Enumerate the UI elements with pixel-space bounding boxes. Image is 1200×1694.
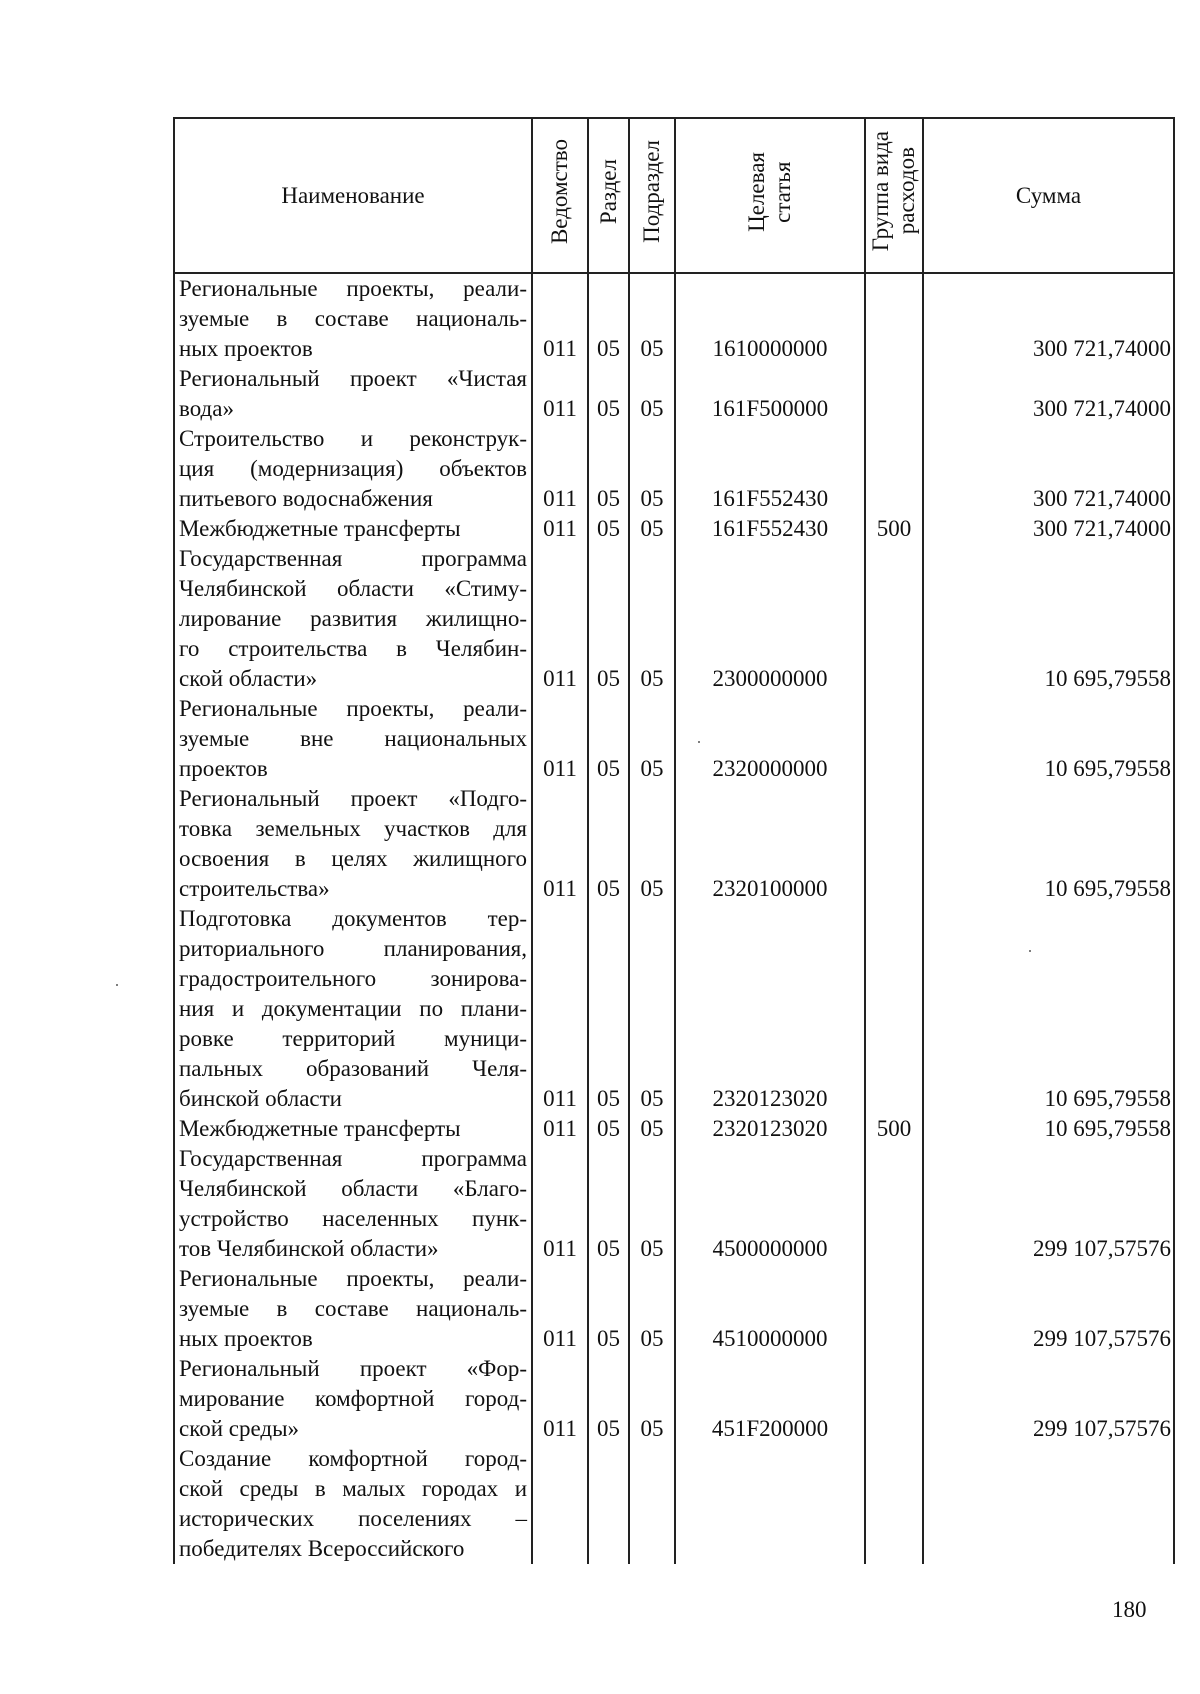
row-name-line: Челябинской области «Стиму- (179, 576, 527, 601)
header-podrazdel-label: Подраздел (639, 140, 664, 243)
row-vedomstvo-cell: 011 (532, 1354, 588, 1444)
row-vedomstvo-cell: 011 (532, 424, 588, 514)
row-name-line: Региональные проекты, реали- (179, 696, 527, 721)
row-summa-cell: 10 695,79558 (923, 904, 1174, 1114)
row-razdel-cell: 05 (588, 1114, 629, 1144)
header-name (174, 118, 532, 273)
table-row (174, 364, 1174, 424)
row-name-line: Государственная программа (179, 546, 527, 571)
page-number: 180 (1112, 1597, 1147, 1622)
row-summa-cell: 300 721,74000 (923, 514, 1174, 544)
row-summa-cell: 300 721,74000 (923, 364, 1174, 424)
row-gruppa-cell (865, 784, 923, 904)
row-name-line: Создание комфортной город- (179, 1446, 527, 1471)
row-celevaya-cell: 451F200000 (675, 1354, 865, 1444)
header-vedomstvo-label: Ведомство (547, 138, 572, 245)
row-name-line: градостроительного зонирова- (179, 966, 527, 991)
row-name-line: питьевого водоснабжения (179, 486, 433, 511)
header-gruppa-vida-rashodov (865, 118, 923, 273)
header-celevaya-statya-label (744, 152, 796, 232)
row-vedomstvo-cell: 011 (532, 784, 588, 904)
row-name-line: Региональные проекты, реали- (179, 276, 527, 301)
row-name-cell (174, 784, 532, 904)
row-name-line: тов Челябинской области» (179, 1236, 439, 1261)
row-name-line: зуемые вне национальных (179, 726, 527, 751)
row-vedomstvo-cell: 011 (532, 1264, 588, 1354)
row-celevaya-cell (675, 1444, 865, 1564)
row-podrazdel-cell: 05 (629, 424, 675, 514)
row-name-line: ция (модернизация) объектов (179, 456, 527, 481)
header-razdel-label: Раздел (595, 158, 621, 225)
row-name-line: Региональный проект «Фор- (179, 1356, 527, 1381)
row-name-cell (174, 904, 532, 1114)
row-gruppa-cell: 500 (865, 1114, 923, 1144)
row-gruppa-cell: 500 (865, 514, 923, 544)
row-name-line: победителях Всероссийского (179, 1536, 465, 1561)
row-name-line: ных проектов (179, 336, 313, 361)
row-gruppa-cell (865, 1264, 923, 1354)
row-name-cell (174, 273, 532, 364)
header-gruppa-line2: расходов (894, 147, 919, 236)
row-name-line: ской области» (179, 666, 318, 691)
row-razdel-cell: 05 (588, 514, 629, 544)
row-celevaya-cell: 4500000000 (675, 1144, 865, 1264)
table-row (174, 1144, 1174, 1264)
row-name-line: ской среды в малых городах и (179, 1476, 527, 1501)
row-razdel-cell: 05 (588, 424, 629, 514)
row-celevaya-cell: 2300000000 (675, 544, 865, 694)
row-name-line: Межбюджетные трансферты (179, 1116, 461, 1141)
row-razdel-cell: 05 (588, 1264, 629, 1354)
row-vedomstvo-cell: 011 (532, 904, 588, 1114)
row-podrazdel-cell: 05 (629, 1354, 675, 1444)
row-name-line: Челябинской области «Благо- (179, 1176, 527, 1201)
row-summa-cell: 299 107,57576 (923, 1144, 1174, 1264)
row-podrazdel-cell: 05 (629, 364, 675, 424)
row-celevaya-cell: 2320100000 (675, 784, 865, 904)
table-row (174, 424, 1174, 514)
row-name-line: мирование комфортной город- (179, 1386, 527, 1411)
table-row (174, 1444, 1174, 1564)
row-gruppa-cell (865, 1144, 923, 1264)
header-vedomstvo (532, 118, 588, 273)
header-gruppa-line1: Группа вида (868, 131, 893, 252)
row-razdel-cell: 05 (588, 364, 629, 424)
row-celevaya-cell: 2320000000 (675, 694, 865, 784)
row-gruppa-cell (865, 1444, 923, 1564)
row-gruppa-cell (865, 904, 923, 1114)
row-name-line: зуемые в составе националь- (179, 306, 527, 331)
row-name-cell (174, 1354, 532, 1444)
row-name-cell (174, 1444, 532, 1564)
row-celevaya-cell: 161F552430 (675, 424, 865, 514)
table-header (174, 118, 1174, 273)
row-name-line: пальных образований Челя- (179, 1056, 527, 1081)
row-name-line: исторических поселениях – (179, 1506, 527, 1531)
table-row (174, 904, 1174, 1114)
row-celevaya-cell: 161F552430 (675, 514, 865, 544)
row-name-line: риториального планирования, (179, 936, 527, 961)
row-name-line: Строительство и реконструк- (179, 426, 527, 451)
table-row (174, 1114, 1174, 1144)
row-razdel-cell (588, 1444, 629, 1564)
header-celevaya-line1: Целевая (744, 151, 769, 232)
table-body (174, 273, 1174, 1564)
row-podrazdel-cell: 05 (629, 514, 675, 544)
row-name-cell (174, 364, 532, 424)
row-name-line: Региональный проект «Подго- (179, 786, 527, 811)
header-celevaya-statya (675, 118, 865, 273)
row-celevaya-cell: 1610000000 (675, 273, 865, 364)
row-gruppa-cell (865, 544, 923, 694)
row-summa-cell (923, 1444, 1174, 1564)
row-name-cell (174, 424, 532, 514)
row-summa-cell: 10 695,79558 (923, 1114, 1174, 1144)
row-podrazdel-cell: 05 (629, 784, 675, 904)
row-podrazdel-cell: 05 (629, 1144, 675, 1264)
row-razdel-cell: 05 (588, 544, 629, 694)
row-name-line: ской среды» (179, 1416, 300, 1441)
row-name-line: Региональный проект «Чистая (179, 366, 527, 391)
row-name-cell (174, 544, 532, 694)
row-podrazdel-cell: 05 (629, 1114, 675, 1144)
header-podrazdel (629, 118, 675, 273)
row-name-line: вода» (179, 396, 234, 421)
row-name-line: ных проектов (179, 1326, 313, 1351)
row-vedomstvo-cell: 011 (532, 1114, 588, 1144)
row-name-cell (174, 1114, 532, 1144)
row-podrazdel-cell: 05 (629, 273, 675, 364)
row-gruppa-cell (865, 273, 923, 364)
row-podrazdel-cell: 05 (629, 544, 675, 694)
row-vedomstvo-cell (532, 1444, 588, 1564)
row-vedomstvo-cell: 011 (532, 694, 588, 784)
row-name-line: товка земельных участков для (179, 816, 527, 841)
row-razdel-cell: 05 (588, 694, 629, 784)
table-row (174, 694, 1174, 784)
row-name-line: устройство населенных пунк- (179, 1206, 527, 1231)
row-name-line: зуемые в составе националь- (179, 1296, 527, 1321)
row-summa-cell: 300 721,74000 (923, 273, 1174, 364)
row-name-line: Подготовка документов тер- (179, 906, 527, 931)
row-name-line: го строительства в Челябин- (179, 636, 527, 661)
row-gruppa-cell (865, 694, 923, 784)
row-gruppa-cell (865, 1354, 923, 1444)
row-name-line: ровке территорий муници- (179, 1026, 527, 1051)
row-celevaya-cell: 2320123020 (675, 904, 865, 1114)
header-summa-label: Сумма (1015, 182, 1082, 208)
row-vedomstvo-cell: 011 (532, 273, 588, 364)
row-summa-cell: 299 107,57576 (923, 1354, 1174, 1444)
row-gruppa-cell (865, 424, 923, 514)
row-name-line: Региональные проекты, реали- (179, 1266, 527, 1291)
table-row (174, 784, 1174, 904)
row-name-line: строительства» (179, 876, 330, 901)
table-row (174, 514, 1174, 544)
row-vedomstvo-cell: 011 (532, 514, 588, 544)
row-name-cell (174, 1264, 532, 1354)
row-podrazdel-cell: 05 (629, 1264, 675, 1354)
scan-speck (698, 741, 700, 743)
table-row (174, 1264, 1174, 1354)
header-name-label: Наименование (281, 182, 425, 208)
row-podrazdel-cell: 05 (629, 694, 675, 784)
header-razdel (588, 118, 629, 273)
table-row (174, 544, 1174, 694)
table-row (174, 273, 1174, 364)
row-name-line: ния и документации по плани- (179, 996, 527, 1021)
row-razdel-cell: 05 (588, 273, 629, 364)
row-name-line: проектов (179, 756, 268, 781)
scan-speck (116, 984, 118, 986)
row-summa-cell: 10 695,79558 (923, 784, 1174, 904)
table-row (174, 1354, 1174, 1444)
row-name-line: бинской области (179, 1086, 342, 1111)
row-razdel-cell: 05 (588, 784, 629, 904)
header-summa (923, 118, 1174, 273)
row-name-cell (174, 1144, 532, 1264)
row-summa-cell: 10 695,79558 (923, 694, 1174, 784)
row-summa-cell: 299 107,57576 (923, 1264, 1174, 1354)
row-name-cell (174, 514, 532, 544)
row-razdel-cell: 05 (588, 1144, 629, 1264)
budget-table (173, 117, 1175, 1564)
row-celevaya-cell: 161F500000 (675, 364, 865, 424)
row-celevaya-cell: 4510000000 (675, 1264, 865, 1354)
row-podrazdel-cell (629, 1444, 675, 1564)
row-vedomstvo-cell: 011 (532, 364, 588, 424)
row-vedomstvo-cell: 011 (532, 1144, 588, 1264)
header-celevaya-line2: статья (770, 160, 795, 223)
row-name-line: Межбюджетные трансферты (179, 516, 461, 541)
row-razdel-cell: 05 (588, 904, 629, 1114)
row-summa-cell: 10 695,79558 (923, 544, 1174, 694)
row-razdel-cell: 05 (588, 1354, 629, 1444)
row-celevaya-cell: 2320123020 (675, 1114, 865, 1144)
row-name-cell (174, 694, 532, 784)
row-gruppa-cell (865, 364, 923, 424)
row-vedomstvo-cell: 011 (532, 544, 588, 694)
row-name-line: Государственная программа (179, 1146, 527, 1171)
row-name-line: освоения в целях жилищного (179, 846, 527, 871)
scan-speck (1029, 950, 1031, 952)
row-podrazdel-cell: 05 (629, 904, 675, 1114)
header-gruppa-label (868, 131, 920, 251)
row-name-line: лирование развития жилищно- (179, 606, 527, 631)
row-summa-cell: 300 721,74000 (923, 424, 1174, 514)
